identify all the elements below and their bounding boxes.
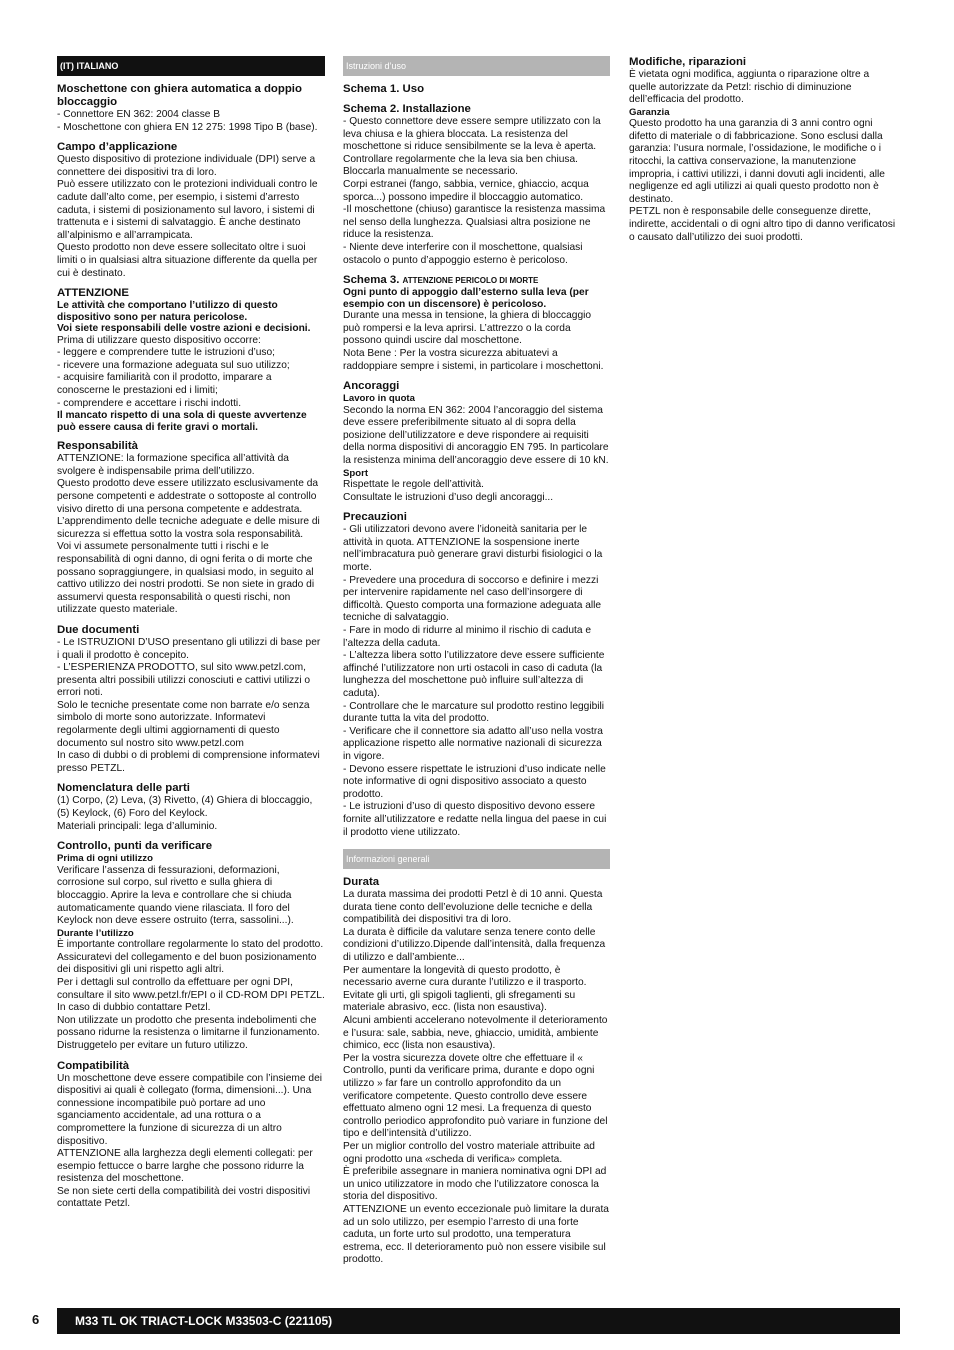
warning-paragraph: Ogni punto di appoggio dall’esterno sulla leva (per esempio con un discensore) è pericoloso. xyxy=(343,287,589,310)
paragraph: ATTENZIONE alla larghezza degli elementi collegati: per esempio fettucce o barre larghe che possono ridurre la resistenza del moschettone. xyxy=(57,1148,313,1185)
paragraph: Per la vostra sicurezza dovete oltre che effettuare il « Controllo, punti da verificare prima, durante e dopo ogni utilizzo » far fare un controllo approfondito da un verificatore competente. Questo controllo deve essere effettuato almeno ogni 12 mesi. La frequenza di questo controllo periodico approfondito può variare in funzione del tipo e dell’intensità d’utilizzo. xyxy=(343,1052,608,1140)
paragraph: Voi vi assumete personalmente tutti i rischi e le responsabilità di ogni danno, di ogni ferita o di morte che possano sopraggiungere, in qualsiasi modo, in seguito al cattivo utilizzo dei nostri prodotti. Se non siete in grado di assumervi questa responsabilità o questi rischi, non utilizzate questo materiale. xyxy=(57,541,315,616)
warning-paragraph: Il mancato rispetto di una sola di queste avvertenze può essere causa di ferite gravi o mortali. xyxy=(57,410,307,433)
warning-paragraph: Le attività che comportano l’utilizzo di questo dispositivo sono per natura pericolose. xyxy=(57,300,278,323)
paragraph: Controllare regolarmente che la leva sia ben chiusa. Bloccarla manualmente se necessario. xyxy=(343,153,579,178)
paragraph: ATTENZIONE un evento eccezionale può limitare la durata ad un solo utilizzo, per esempio l’arresto di una forte caduta, un forte urto sul prodotto, una temperatura estrema, ecc. Il deterioramento può non essere visibile sul prodotto. xyxy=(343,1203,609,1266)
paragraph: - Verificare che il connettore sia adatto all’uso nella vostra applicazione rispetto alle normative nazionali di sicurezza in vigore. xyxy=(343,725,603,762)
paragraph: Se non siete certi della compatibilità dei vostri dispositivi contattate Petzl. xyxy=(57,1185,311,1210)
paragraph: - Questo connettore deve essere sempre utilizzato con la leva chiusa e la ghiera bloccata. La resistenza del moschettone si riduce sensibilmente se la leva è aperta. xyxy=(343,116,601,153)
paragraph: La durata è difficile da valutare senza tenere conto delle condizioni d’utilizzo.Dipende dall’intensità, dalla frequenza di utilizzo e dall’ambiente... xyxy=(343,926,606,964)
paragraph: È preferibile assegnare in maniera nominativa ogni DPI ad un unico utilizzatore in modo che l’utilizzatore conosca la storia del dispositivo. xyxy=(343,1166,607,1203)
paragraph: Questo prodotto non deve essere sollecitato oltre i suoi limiti o in qualsiasi altra situazione differente da quella per cui è destinato. xyxy=(57,242,318,279)
paragraph: La durata massima dei prodotti Petzl è di 10 anni. Questa durata tiene conto dell’evoluzione delle tecniche e della compatibilità dei dispositivi tra di loro. xyxy=(343,889,603,926)
paragraph: - Fare in modo di ridurre al minimo il rischio di caduta e l’altezza della caduta. xyxy=(343,625,591,649)
paragraph: - Le istruzioni d’uso di questo dispositivo devono essere fornite all’utilizzatore e redatte nella lingua del paese in cui il prodotto viene utilizzato. xyxy=(343,801,607,838)
paragraph: PETZL non è responsabile delle conseguenze dirette, indirette, accidentali o di ogni altro tipo di danno verificatosi o causato dall’utilizzo dei suoi prodotti. xyxy=(629,206,896,243)
paragraph: Materiali principali: lega d’alluminio. xyxy=(57,820,218,832)
paragraph: Per un miglior controllo del vostro materiale attribuite ad ogni prodotto una «scheda di verifica» completa. xyxy=(343,1140,595,1165)
subheading: Prima di ogni utilizzo xyxy=(57,853,153,865)
paragraph: Corpi estranei (fango, sabbia, vernice, ghiaccio, acqua sporca...) possono impedire il bloccaggio automatico. xyxy=(343,178,589,203)
section-heading: Ancoraggi xyxy=(343,380,400,393)
section-heading: Compatibilità xyxy=(57,1059,130,1072)
section-heading: Due documenti xyxy=(57,623,140,636)
paragraph: Non utilizzate un prodotto che presenta indebolimenti che possano ridurne la resistenza o limitarne il funzionamento. Distruggetelo per evitare un futuro utilizzo. xyxy=(57,1014,320,1051)
paragraph: Può essere utilizzato con le protezioni individuali contro le cadute dall’alto come, per esempio, i sistemi d’arresto caduta, i sistemi di posizionamento sul lavoro, i sistemi di trattenuta e i sistemi di salvataggio. È anche destinato all’alpinismo e all’arrampicata. xyxy=(57,179,318,241)
paragraph: L’apprendimento delle tecniche adeguate e delle misure di sicurezza si effettua sotto la vostra sola responsabilità. xyxy=(57,516,320,540)
subheading: Lavoro in quota xyxy=(343,393,415,405)
paragraph: In caso di dubbi o di problemi di comprensione informatevi presso PETZL. xyxy=(57,750,320,774)
paragraph: Per i dettagli sul controllo da effettuare per ogni DPI, consultare il sito www.petzl.fr/EPI o il CD-ROM DPI PETZL. xyxy=(57,976,325,1001)
paragraph: - Moschettone con ghiera EN 12 275: 1998 Tipo B (base). xyxy=(57,121,318,133)
paragraph: - Le ISTRUZIONI D’USO presentano gli utilizzi di base per i quali il prodotto è concepito. xyxy=(57,636,321,661)
paragraph: (1) Corpo, (2) Leva, (3) Rivetto, (4) Ghiera di bloccaggio, (5) Keylock, (6) Foro del Keylock. xyxy=(57,795,313,820)
paragraph: Consultate le istruzioni d’uso degli ancoraggi... xyxy=(343,491,554,503)
paragraph: - leggere e comprendere tutte le istruzioni d’uso; xyxy=(57,347,276,359)
paragraph: Questo prodotto deve essere utilizzato esclusivamente da persone competenti e addestrate o sottoposte al controllo visivo diretto di una persona competente e addestrata. xyxy=(57,478,319,515)
paragraph: Solo le tecniche presentate come non barrate e/o senza simbolo di morte sono autorizzate. Informatevi regolarmente degli ultimi aggiornamenti di questo documento sul nostro sito www.petzl.com xyxy=(57,699,310,749)
column-3 xyxy=(629,56,897,244)
paragraph: Prima di utilizzare questo dispositivo occorre: xyxy=(57,334,261,346)
paragraph: - comprendere e accettare i rischi indotti. xyxy=(57,397,242,409)
paragraph: Nota Bene : Per la vostra sicurezza abituatevi a raddoppiare sempre i sistemi, in particolare i moschettoni. xyxy=(343,347,604,372)
spacer xyxy=(343,839,610,849)
schema-label: Schema 3. xyxy=(343,274,403,287)
paragraph: - L’ESPERIENZA PRODOTTO, sul sito www.petzl.com, presenta altri possibili utilizzi conosciuti e cattivi utilizzi o errori noti. xyxy=(57,662,311,699)
section-heading: Schema 1. Uso xyxy=(343,83,425,95)
section-band: Informazioni generali xyxy=(343,849,610,869)
section-heading: Moschettone con ghiera automatica a doppio bloccaggio xyxy=(57,83,302,108)
paragraph: - acquisire familiarità con il prodotto, imparare a conoscerne le prestazioni ed i limiti; xyxy=(57,372,272,396)
paragraph: -Il moschettone (chiuso) garantisce la resistenza massima nel senso della lunghezza. Qualsiasi altra posizione ne riduce la resistenza. xyxy=(343,204,606,241)
document-reference: M33 TL OK TRIACT-LOCK M33503-C (221105) xyxy=(75,1314,333,1328)
section-heading: Modifiche, riparazioni xyxy=(629,56,747,68)
language-band: (IT) ITALIANO xyxy=(57,56,325,76)
paragraph: - Prevedere una procedura di soccorso e definire i mezzi per intervenire rapidamente nel caso dell’insorgere di difficoltà. Questo comporta una formazione adeguata alle tecniche di salvataggio. xyxy=(343,574,602,624)
warning-paragraph: Voi siete responsabili delle vostre azioni e decisioni. xyxy=(57,323,311,335)
paragraph: È vietata ogni modifica, aggiunta o riparazione oltre a quelle autorizzate da Petzl: rischio di diminuzione dell’efficacia del prodotto. xyxy=(629,69,870,106)
page-number: 6 xyxy=(32,1312,40,1327)
paragraph: Durante una messa in tensione, la ghiera di bloccaggio può rompersi e la leva aprirsi. L’attrezzo o la corda possono quindi uscire dal moschettone. xyxy=(343,310,592,347)
paragraph: - Connettore EN 362: 2004 classe B xyxy=(57,109,221,120)
section-heading: Nomenclatura delle parti xyxy=(57,782,190,795)
section-heading: Durata xyxy=(343,876,380,889)
paragraph: Un moschettone deve essere compatibile con l’insieme dei dispositivi ai quali è collegato (forma, dimensioni...). Una connessione incompatibile può portare ad uno sganciamento accidentale, ad una rottura o a compromettere la funzione di sicurezza di un altro dispositivo. xyxy=(57,1072,323,1147)
paragraph: - L’altezza libera sotto l’utilizzatore deve essere sufficiente affinché l’utilizzatore non urti ostacoli in caso di caduta (la lunghezza del moschettone può influire sull’altezza di caduta). xyxy=(343,650,605,699)
section-heading: Responsabilità xyxy=(57,440,139,453)
paragraph: Secondo la norma EN 362: 2004 l’ancoraggio del sistema deve essere preferibilmente situato al di sopra della posizione dell’utilizzatore e deve rispondere ai requisiti della norma dispositivi di ancoraggio EN 795. In particolare la resistenza minima dell’ancoraggio deve essere di 10 kN. xyxy=(343,404,609,466)
paragraph: - Controllare che le marcature sul prodotto restino leggibili durante tutta la vita del prodotto. xyxy=(343,700,605,725)
subheading: Garanzia xyxy=(629,106,670,118)
section-heading: Controllo, punti da verificare xyxy=(57,840,213,853)
column-1 xyxy=(57,56,325,1211)
paragraph: - Niente deve interferire con il moschettone, qualsiasi ostacolo o punto d’appoggio esterno è pericoloso. xyxy=(343,241,583,266)
paragraph: Questo dispositivo di protezione individuale (DPI) serve a connettere dei dispositivi tra di loro. xyxy=(57,154,316,178)
danger-label: ATTENZIONE PERICOLO DI MORTE xyxy=(402,276,539,286)
section-heading: Campo d’applicazione xyxy=(57,141,178,154)
paragraph: È importante controllare regolarmente lo stato del prodotto. Assicuratevi del collegamento e del buon posizionamento dei dispositivi gli uni rispetto agli altri. xyxy=(57,939,324,976)
section-heading xyxy=(343,274,610,287)
paragraph: - ricevere una formazione adeguata sul suo utilizzo; xyxy=(57,359,290,371)
paragraph: - Devono essere rispettate le istruzioni d’uso indicate nelle note informative di ogni dispositivo associato a questo prodotto. xyxy=(343,763,606,800)
paragraph: Verificare l’assenza di fessurazioni, deformazioni, corrosione sul corpo, sul rivetto e sulla ghiera di bloccaggio. Aprire la leva e controllare che si chiuda automaticamente quando viene rilasciata. Il foro del Keylock non deve essere ostruito (terra, sassolini...). xyxy=(57,864,294,927)
subheading: Durante l’utilizzo xyxy=(57,927,134,939)
section-heading: ATTENZIONE xyxy=(57,287,129,300)
paragraph: In caso di dubbio contattare Petzl. xyxy=(57,1002,211,1014)
column-2 xyxy=(343,56,610,1267)
paragraph: Alcuni ambienti accelerano notevolmente il deterioramento e l’usura: sale, sabbia, neve, ghiaccio, umidità, ambiente chimico, ecc (lista non esaustiva). xyxy=(343,1015,608,1052)
paragraph: ATTENZIONE: la formazione specifica all’attività da svolgere è indispensabile prima dell’utilizzo. xyxy=(57,453,289,477)
section-heading: Schema 2. Installazione xyxy=(343,103,471,115)
paragraph: Questo prodotto ha una garanzia di 3 anni contro ogni difetto di materiale o di fabbricazione. Sono esclusi dalla garanzia: l’usura normale, l’ossidazione, le modifiche o i ritocchi, la cattiva conservazione, la manutenzione impropria, i cattivi utilizzi, i danni dovuti agli incidenti, alle negligenze ed agli utilizzi ai quali questo prodotto non è destinato. xyxy=(629,118,885,205)
paragraph: Per aumentare la longevità di questo prodotto, è necessario averne cura durante l’utilizzo e il trasporto. Evitate gli urti, gli spigoli taglienti, gli sfregamenti su materiale abrasivo, ecc. (lista non esaustiva). xyxy=(343,964,587,1014)
paragraph: - Gli utilizzatori devono avere l’idoneità sanitaria per le attività in quota. ATTENZIONE la sospensione inerte nell’imbracatura può generare gravi disturbi fisiologici o la morte. xyxy=(343,524,603,574)
paragraph: Rispettate le regole dell’attività. xyxy=(343,479,485,491)
section-heading: Precauzioni xyxy=(343,511,407,524)
section-band: Istruzioni d’uso xyxy=(343,56,610,76)
footer-bar xyxy=(57,1308,900,1334)
subheading: Sport xyxy=(343,467,369,479)
